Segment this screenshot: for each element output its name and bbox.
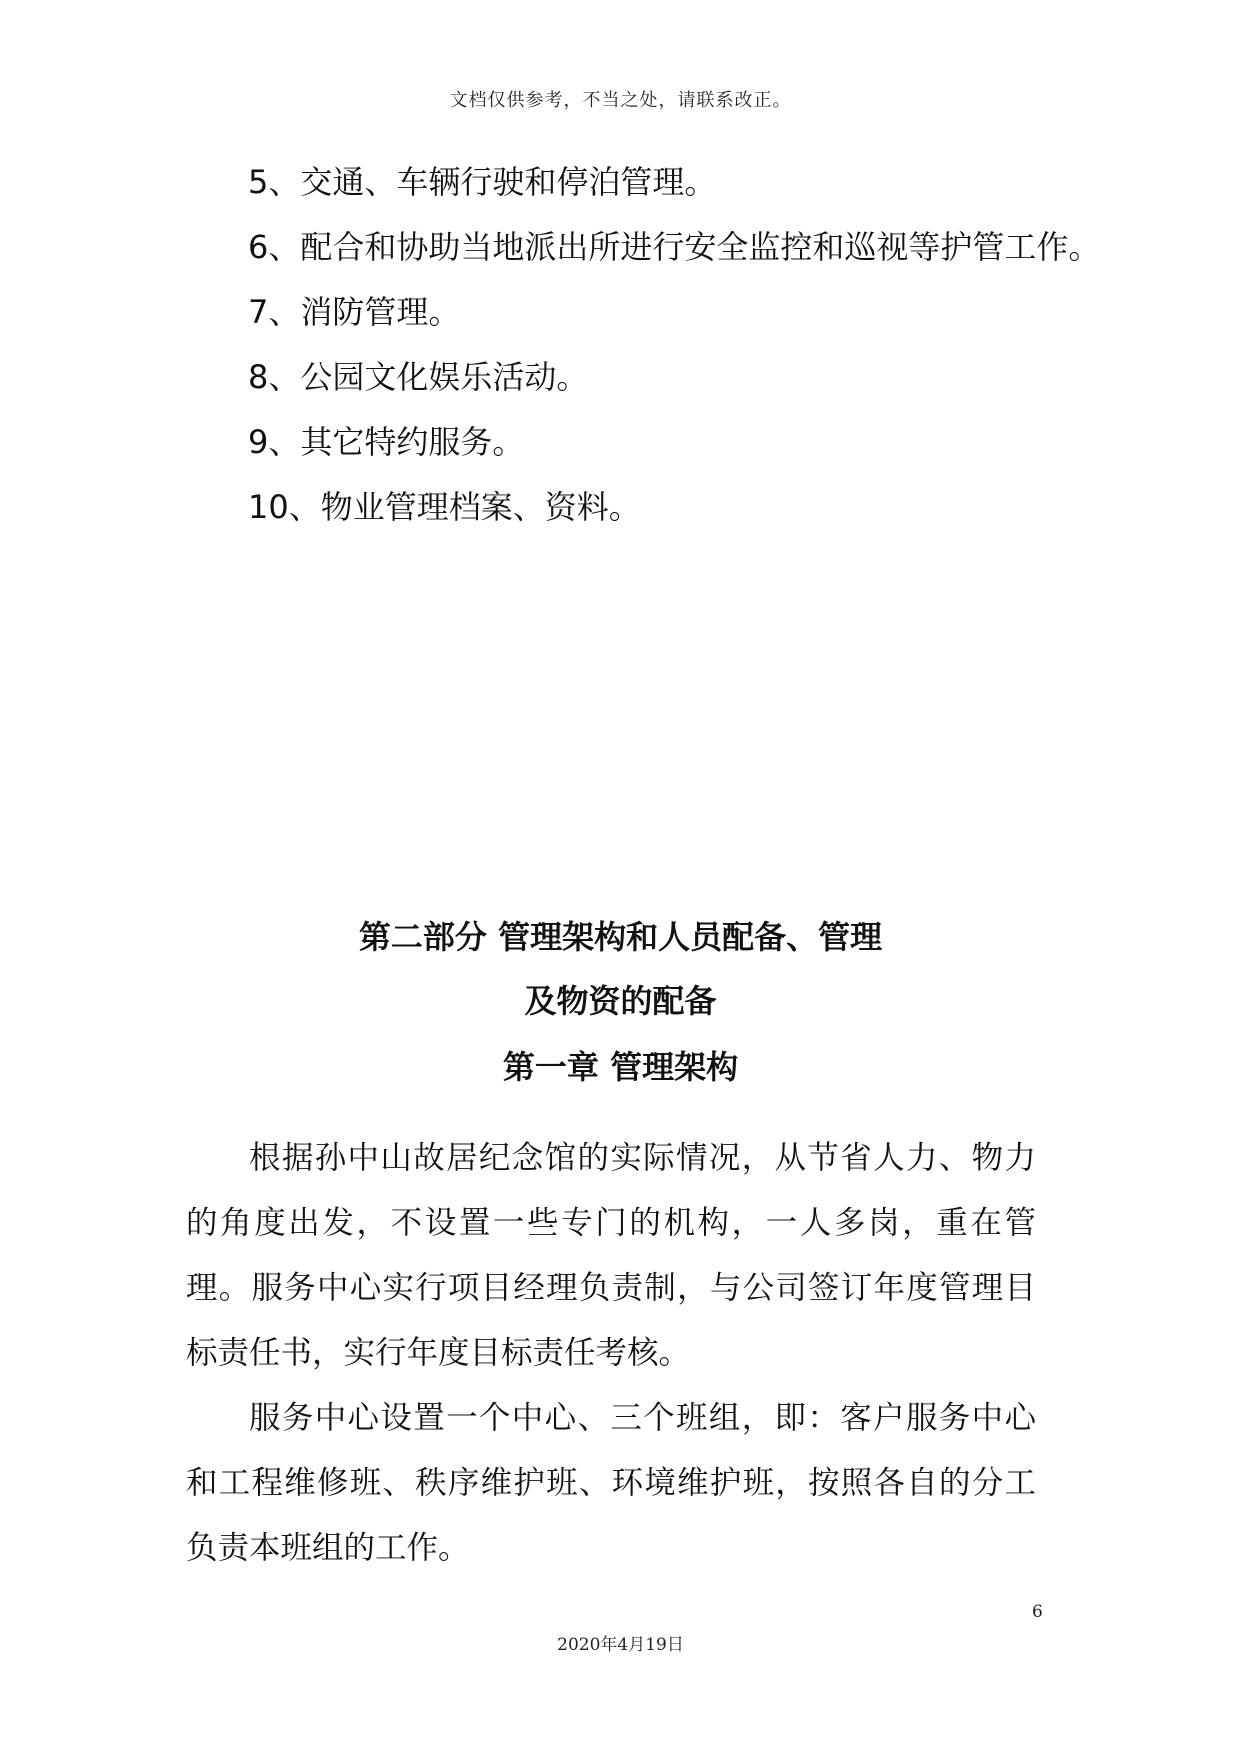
part-title-line2: 及物资的配备 (524, 982, 717, 1020)
body-paragraph: 根据孙中山故居纪念馆的实际情况，从节省人力、物力的角度出发，不设置一些专门的机构，一人多岗，重在管理。服务中心实行项目经理负责制，与公司签订年度管理目标责任书，实行年度目标责任考核。 (186, 1140, 1036, 1371)
page-number: 6 (1032, 1602, 1043, 1622)
list-item: 6、配合和协助当地派出所进行安全监控和巡视等护管工作。 (248, 228, 1101, 266)
list-item: 5、交通、车辆行驶和停泊管理。 (248, 163, 717, 201)
header-note: 文档仅供参考，不当之处，请联系改正。 (449, 90, 792, 111)
list-item: 8、公园文化娱乐活动。 (248, 358, 589, 396)
body-paragraph: 服务中心设置一个中心、三个班组，即：客户服务中心和工程维修班、秩序维护班、环境维护班，按照各自的分工负责本班组的工作。 (186, 1400, 1036, 1566)
footer-date: 2020年4月19日 (557, 1635, 684, 1655)
chapter-title: 第一章 管理架构 (502, 1048, 739, 1086)
service-list (248, 160, 1101, 550)
list-item: 7、消防管理。 (248, 293, 461, 331)
part-title-line1: 第二部分 管理架构和人员配备、管理 (358, 918, 883, 956)
list-item: 10、物业管理档案、资料。 (248, 488, 641, 526)
list-item: 9、其它特约服务。 (248, 423, 525, 461)
